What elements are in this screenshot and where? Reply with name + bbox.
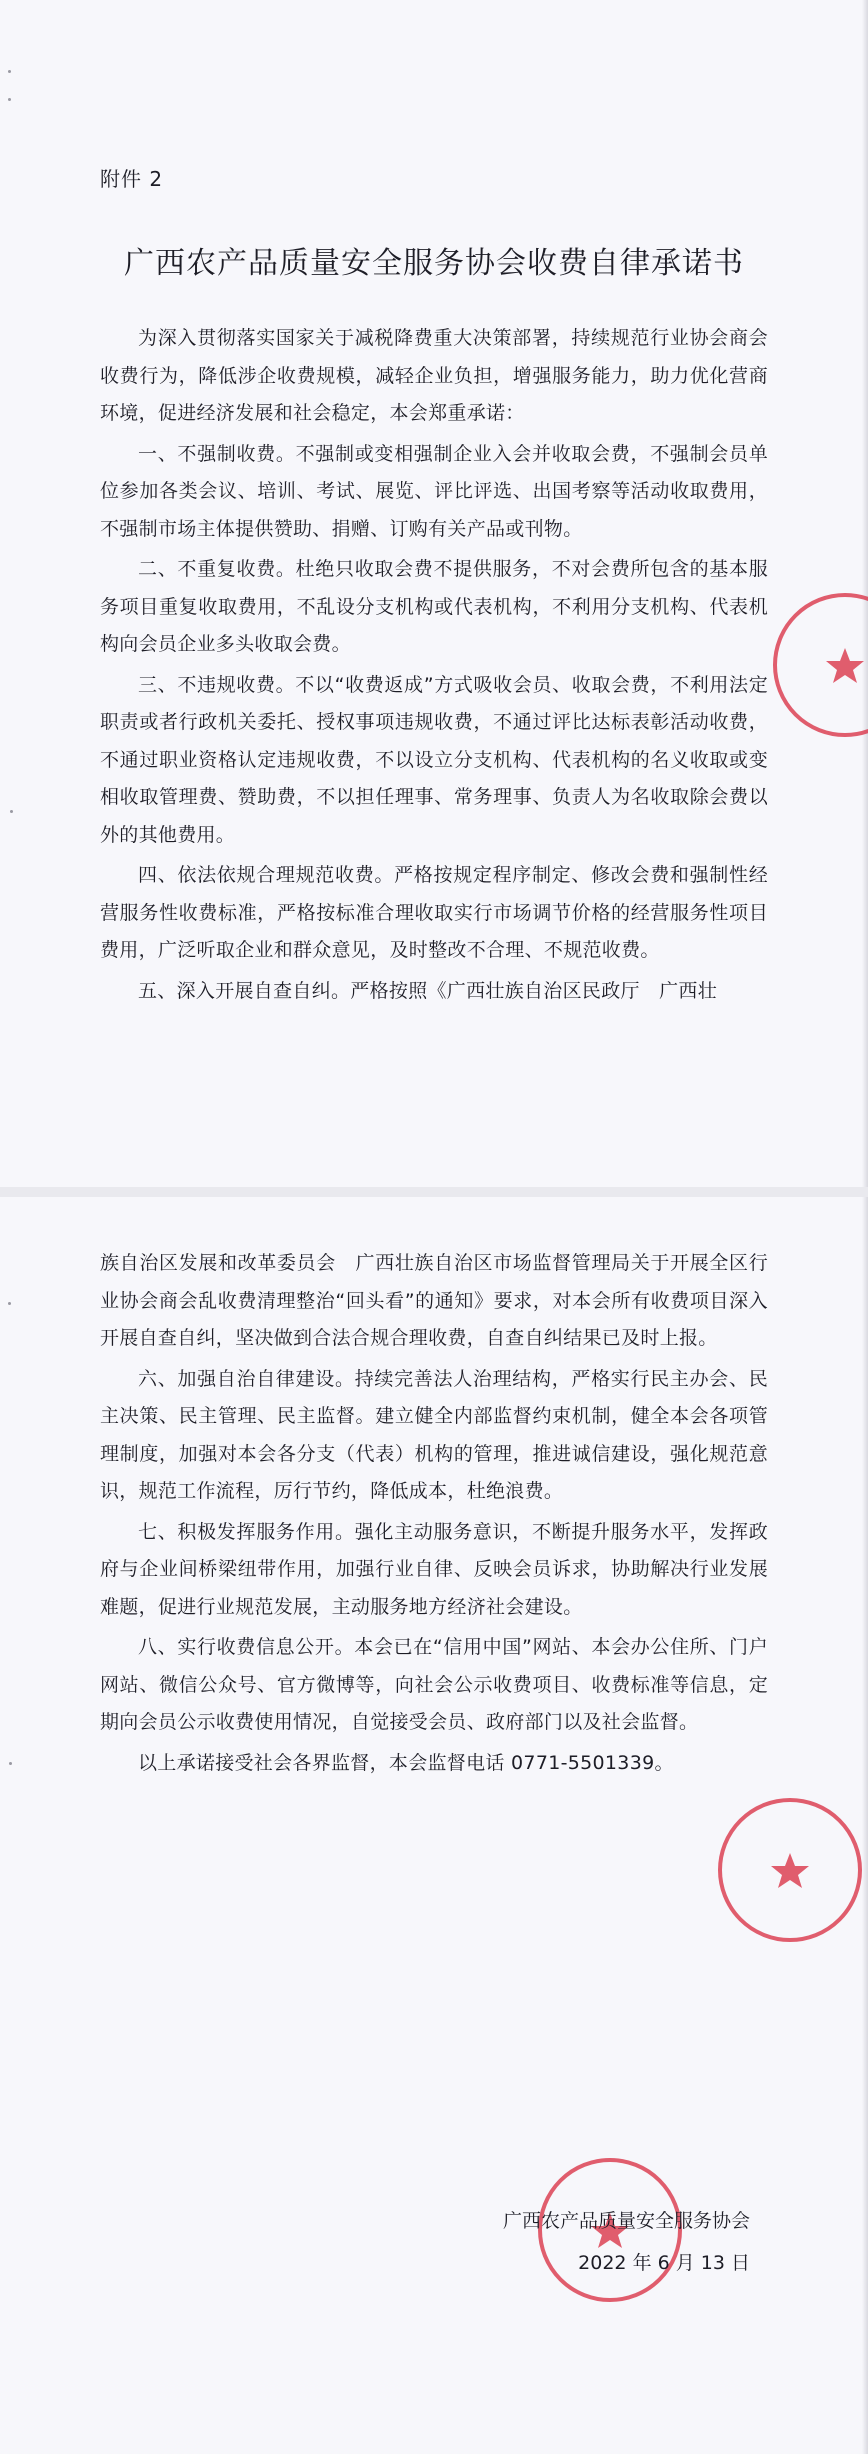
document-body-page-2 bbox=[100, 1245, 768, 1785]
signing-organization: 广西农产品质量安全服务协会 bbox=[502, 2210, 750, 2232]
scan-speck bbox=[9, 1762, 12, 1765]
commitment-paragraph-8: 八、实行收费信息公开。本会已在“信用中国”网站、本会办公住所、门户网站、微信公众号、官方微博等，向社会公示收费项目、收费标准等信息，定期向会员公示收费使用情况，自觉接受会员、政府部门以及社会监督。 bbox=[100, 1636, 768, 1733]
document-body-page-1 bbox=[100, 320, 768, 1013]
document-page-1 bbox=[0, 0, 868, 1187]
scan-speck bbox=[10, 810, 13, 813]
commitment-paragraph-2: 二、不重复收费。杜绝只收取会费不提供服务，不对会费所包含的基本服务项目重复收取费用，不乱设分支机构或代表机构，不利用分支机构、代表机构向会员企业多头收取会费。 bbox=[100, 558, 768, 655]
signing-date: 2022 年 6 月 13 日 bbox=[578, 2252, 750, 2274]
intro-paragraph: 为深入贯彻落实国家关于减税降费重大决策部署，持续规范行业协会商会收费行为，降低涉企收费规模，减轻企业负担，增强服务能力，助力优化营商环境，促进经济发展和社会稳定，本会郑重承诺： bbox=[100, 327, 768, 424]
commitment-paragraph-3: 三、不违规收费。不以“收费返成”方式吸收会员、收取会费，不利用法定职责或者行政机关委托、授权事项违规收费，不通过评比达标表彰活动收费，不通过职业资格认定违规收费，不以设立分支机构、代表机构的名义收取或变相收取管理费、赞助费，不以担任理事、常务理事、负责人为名收取除会费以外的其他费用。 bbox=[100, 673, 768, 846]
commitment-paragraph-4: 四、依法依规合理规范收费。严格按规定程序制定、修改会费和强制性经营服务性收费标准，严格按标准合理收取实行市场调节价格的经营服务性项目费用，广泛听取企业和群众意见，及时整改不合理、不规范收费。 bbox=[100, 864, 768, 961]
commitment-paragraph-5-start: 五、深入开展自查自纠。严格按照《广西壮族自治区民政厅 广西壮 bbox=[138, 979, 718, 1002]
commitment-paragraph-1: 一、不强制收费。不强制或变相强制企业入会并收取会费，不强制会员单位参加各类会议、培训、考试、展览、评比评选、出国考察等活动收取费用，不强制市场主体提供赞助、捐赠、订购有关产品或刊物。 bbox=[100, 442, 768, 540]
scan-speck bbox=[8, 70, 11, 73]
commitment-paragraph-6: 六、加强自治自律建设。持续完善法人治理结构，严格实行民主办会、民主决策、民主管理、民主监督。建立健全内部监督约束机制，健全本会各项管理制度，加强对本会各分支（代表）机构的管理，推进诚信建设，强化规范意识，规范工作流程，厉行节约，降低成本，杜绝浪费。 bbox=[100, 1367, 768, 1502]
commitment-paragraph-7: 七、积极发挥服务作用。强化主动服务意识，不断提升服务水平，发挥政府与企业间桥梁纽带作用，加强行业自律、反映会员诉求，协助解决行业发展难题，促进行业规范发展，主动服务地方经济社会建设。 bbox=[100, 1520, 768, 1618]
document-title: 广西农产品质量安全服务协会收费自律承诺书 bbox=[124, 246, 744, 281]
official-seal-stamp bbox=[770, 590, 868, 740]
signature-block bbox=[440, 2200, 750, 2284]
attachment-label: 附件 2 bbox=[100, 167, 164, 191]
commitment-paragraph-5-end: 族自治区发展和改革委员会 广西壮族自治区市场监督管理局关于开展全区行业协会商会乱收费清理整治“回头看”的通知》要求，对本会所有收费项目深入开展自查自纠，坚决做到合法合规合理收费，自查自纠结果已及时上报。 bbox=[100, 1252, 768, 1349]
supervision-hotline-paragraph: 以上承诺接受社会各界监督，本会监督电话 0771-5501339。 bbox=[138, 1751, 674, 1774]
scan-speck bbox=[8, 98, 11, 101]
official-seal-stamp bbox=[715, 1795, 865, 1945]
scan-speck bbox=[8, 1302, 11, 1305]
